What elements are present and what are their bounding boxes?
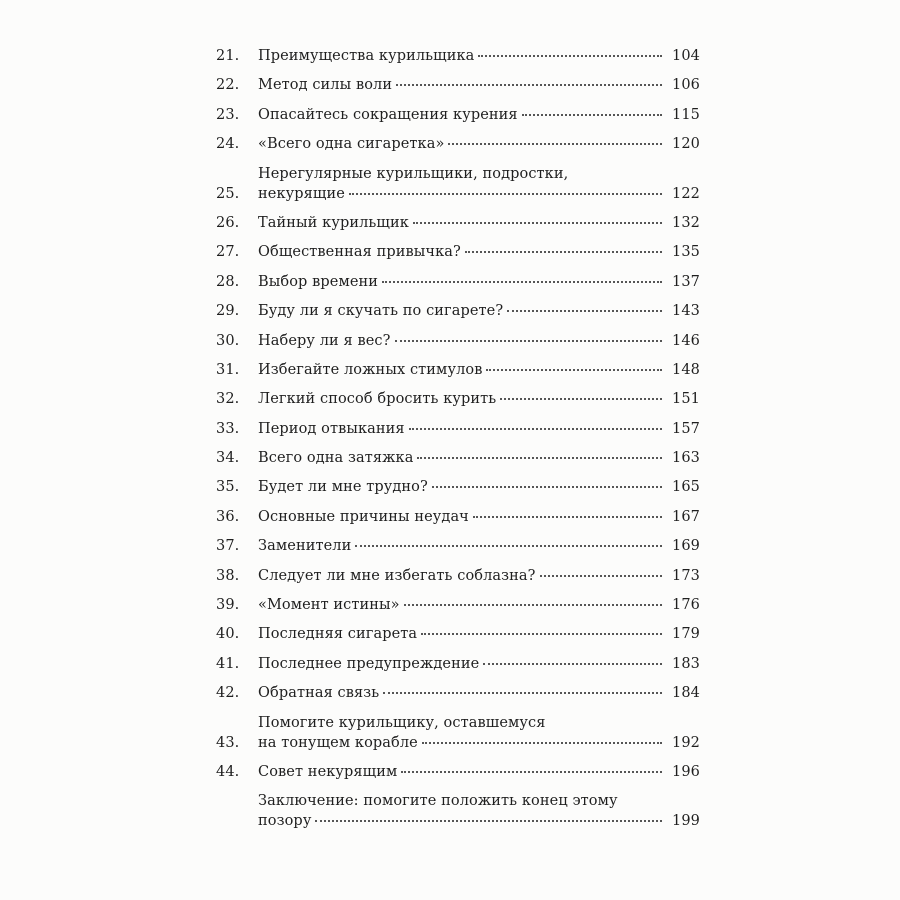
chapter-title: Заключение: помогите положить конец этому bbox=[258, 793, 618, 810]
chapter-title: Последнее предупреждение bbox=[258, 655, 480, 672]
page-number: 157 bbox=[672, 420, 700, 437]
entry-line bbox=[258, 713, 700, 733]
chapter-title: Опасайтесь сокращения курения bbox=[258, 106, 518, 123]
chapter-title: Буду ли я скучать по сигарете? bbox=[258, 303, 504, 320]
page-number: 184 bbox=[672, 685, 700, 702]
toc-entry bbox=[216, 477, 700, 497]
entry-line bbox=[258, 595, 700, 615]
page-number: 192 bbox=[672, 734, 700, 751]
entry-line bbox=[258, 477, 700, 497]
chapter-title: Будет ли мне трудно? bbox=[258, 479, 428, 496]
dot-leader bbox=[382, 280, 662, 283]
page-number: 199 bbox=[672, 813, 700, 830]
page-number: 122 bbox=[672, 185, 700, 202]
entry-body bbox=[258, 46, 700, 66]
toc-entry bbox=[216, 683, 700, 703]
chapter-number: 29. bbox=[216, 303, 240, 320]
dot-leader bbox=[417, 456, 662, 459]
toc-entry bbox=[216, 624, 700, 644]
page-number: 132 bbox=[672, 214, 700, 231]
chapter-number: 38. bbox=[216, 567, 240, 584]
entry-line bbox=[258, 389, 700, 409]
chapter-number: 35. bbox=[216, 479, 240, 496]
chapter-number: 42. bbox=[216, 685, 240, 702]
dot-leader bbox=[540, 574, 662, 577]
entry-body bbox=[258, 713, 700, 753]
entry-body bbox=[258, 75, 700, 95]
toc-entry bbox=[216, 713, 700, 753]
entry-body bbox=[258, 762, 700, 782]
dot-leader bbox=[432, 485, 662, 488]
dot-leader bbox=[401, 770, 662, 773]
entry-body bbox=[258, 536, 700, 556]
chapter-number: 21. bbox=[216, 48, 240, 64]
chapter-number: 31. bbox=[216, 361, 240, 378]
chapter-title: Избегайте ложных стимулов bbox=[258, 361, 483, 378]
entry-line bbox=[258, 331, 700, 351]
entry-line bbox=[258, 46, 700, 66]
entry-body bbox=[258, 164, 700, 204]
toc-entry bbox=[216, 507, 700, 527]
toc-entry bbox=[216, 448, 700, 468]
entry-body bbox=[258, 566, 700, 586]
chapter-title: Заменители bbox=[258, 538, 352, 555]
chapter-number: 39. bbox=[216, 597, 240, 614]
entry-body bbox=[258, 791, 700, 831]
entry-body bbox=[258, 419, 700, 439]
toc-entry bbox=[216, 331, 700, 351]
entry-line bbox=[258, 791, 700, 811]
table-of-contents bbox=[216, 46, 700, 841]
chapter-number: 43. bbox=[216, 734, 240, 751]
toc-entry bbox=[216, 566, 700, 586]
dot-leader bbox=[486, 368, 662, 371]
chapter-title: Метод силы воли bbox=[258, 77, 393, 94]
chapter-title: «Момент истины» bbox=[258, 597, 400, 614]
toc-entry bbox=[216, 75, 700, 95]
entry-line bbox=[258, 184, 700, 204]
toc-entry bbox=[216, 134, 700, 154]
chapter-number: 23. bbox=[216, 106, 240, 123]
dot-leader bbox=[465, 250, 662, 253]
entry-body bbox=[258, 213, 700, 233]
toc-entry bbox=[216, 536, 700, 556]
page-number: 179 bbox=[672, 626, 700, 643]
chapter-title: Выбор времени bbox=[258, 273, 379, 290]
entry-line bbox=[258, 272, 700, 292]
page-number: 183 bbox=[672, 655, 700, 672]
dot-leader bbox=[409, 427, 662, 430]
chapter-title: Преимущества курильщика bbox=[258, 48, 475, 64]
page-number: 163 bbox=[672, 450, 700, 467]
chapter-number: 33. bbox=[216, 420, 240, 437]
page-number: 135 bbox=[672, 244, 700, 261]
chapter-title: Основные причины неудач bbox=[258, 508, 469, 525]
dot-leader bbox=[383, 691, 662, 694]
toc-entry bbox=[216, 164, 700, 204]
entry-line bbox=[258, 566, 700, 586]
entry-body bbox=[258, 360, 700, 380]
page-number: 115 bbox=[672, 106, 700, 123]
entry-line bbox=[258, 654, 700, 674]
chapter-number: 44. bbox=[216, 763, 240, 780]
chapter-number: 36. bbox=[216, 508, 240, 525]
entry-line bbox=[258, 75, 700, 95]
dot-leader bbox=[404, 603, 662, 606]
entry-line bbox=[258, 683, 700, 703]
entry-line bbox=[258, 213, 700, 233]
chapter-title: Последняя сигарета bbox=[258, 626, 418, 643]
dot-leader bbox=[478, 54, 662, 57]
entry-line bbox=[258, 419, 700, 439]
entry-line bbox=[258, 242, 700, 262]
chapter-title: Наберу ли я вес? bbox=[258, 332, 391, 349]
entry-body bbox=[258, 595, 700, 615]
entry-body bbox=[258, 301, 700, 321]
dot-leader bbox=[413, 221, 662, 224]
dot-leader bbox=[396, 83, 662, 86]
entry-body bbox=[258, 477, 700, 497]
chapter-title: некурящие bbox=[258, 185, 345, 202]
chapter-title: на тонущем корабле bbox=[258, 734, 418, 751]
entry-body bbox=[258, 331, 700, 351]
toc-entry bbox=[216, 791, 700, 831]
dot-leader bbox=[422, 741, 662, 744]
chapter-title: «Всего одна сигаретка» bbox=[258, 136, 445, 153]
entry-body bbox=[258, 389, 700, 409]
toc-entry bbox=[216, 762, 700, 782]
toc-entry bbox=[216, 389, 700, 409]
chapter-number: 40. bbox=[216, 626, 240, 643]
chapter-title: Тайный курильщик bbox=[258, 214, 409, 231]
page-number: 146 bbox=[672, 332, 700, 349]
toc-entry bbox=[216, 419, 700, 439]
entry-body bbox=[258, 134, 700, 154]
page-number: 148 bbox=[672, 361, 700, 378]
entry-line bbox=[258, 762, 700, 782]
entry-line bbox=[258, 105, 700, 125]
toc-entry bbox=[216, 242, 700, 262]
entry-body bbox=[258, 105, 700, 125]
entry-line bbox=[258, 164, 700, 184]
chapter-title: Легкий способ бросить курить bbox=[258, 391, 497, 408]
chapter-number: 32. bbox=[216, 391, 240, 408]
dot-leader bbox=[395, 339, 662, 342]
entry-body bbox=[258, 624, 700, 644]
dot-leader bbox=[448, 142, 662, 145]
page-number: 151 bbox=[672, 391, 700, 408]
chapter-number: 34. bbox=[216, 450, 240, 467]
entry-body bbox=[258, 448, 700, 468]
entry-body bbox=[258, 507, 700, 527]
page-number: 196 bbox=[672, 763, 700, 780]
toc-entry bbox=[216, 360, 700, 380]
entry-line bbox=[258, 507, 700, 527]
entry-line bbox=[258, 624, 700, 644]
chapter-number: 26. bbox=[216, 214, 240, 231]
page-number: 106 bbox=[672, 77, 700, 94]
page-number: 143 bbox=[672, 303, 700, 320]
entry-line bbox=[258, 811, 700, 831]
chapter-title: Общественная привычка? bbox=[258, 244, 461, 261]
chapter-number: 24. bbox=[216, 136, 240, 153]
chapter-number: 37. bbox=[216, 538, 240, 555]
toc-entry bbox=[216, 272, 700, 292]
toc-entry bbox=[216, 301, 700, 321]
page-number: 176 bbox=[672, 597, 700, 614]
dot-leader bbox=[522, 113, 662, 116]
page-number: 120 bbox=[672, 136, 700, 153]
dot-leader bbox=[349, 192, 662, 195]
chapter-number: 22. bbox=[216, 77, 240, 94]
chapter-number: 41. bbox=[216, 655, 240, 672]
entry-body bbox=[258, 683, 700, 703]
entry-line bbox=[258, 360, 700, 380]
toc-entry bbox=[216, 213, 700, 233]
chapter-number: 28. bbox=[216, 273, 240, 290]
dot-leader bbox=[483, 662, 662, 665]
dot-leader bbox=[507, 309, 662, 312]
dot-leader bbox=[473, 515, 662, 518]
entry-line bbox=[258, 536, 700, 556]
entry-line bbox=[258, 134, 700, 154]
toc-entry bbox=[216, 46, 700, 66]
toc-entry bbox=[216, 105, 700, 125]
entry-body bbox=[258, 654, 700, 674]
chapter-title: Обратная связь bbox=[258, 685, 380, 702]
chapter-number: 30. bbox=[216, 332, 240, 349]
chapter-number: 27. bbox=[216, 244, 240, 261]
page-number: 137 bbox=[672, 273, 700, 290]
chapter-title: Следует ли мне избегать соблазна? bbox=[258, 567, 536, 584]
chapter-title: Совет некурящим bbox=[258, 763, 398, 780]
entry-line bbox=[258, 301, 700, 321]
entry-line bbox=[258, 733, 700, 753]
chapter-title: Период отвыкания bbox=[258, 420, 405, 437]
dot-leader bbox=[315, 819, 662, 822]
page-number: 169 bbox=[672, 538, 700, 555]
chapter-title: позору bbox=[258, 813, 312, 830]
chapter-title: Помогите курильщику, оставшемуся bbox=[258, 714, 546, 731]
page-number: 173 bbox=[672, 567, 700, 584]
page-number: 167 bbox=[672, 508, 700, 525]
entry-line bbox=[258, 448, 700, 468]
dot-leader bbox=[355, 544, 662, 547]
page-number: 165 bbox=[672, 479, 700, 496]
dot-leader bbox=[500, 397, 662, 400]
entry-body bbox=[258, 272, 700, 292]
entry-body bbox=[258, 242, 700, 262]
page-number: 104 bbox=[672, 48, 700, 64]
dot-leader bbox=[421, 632, 662, 635]
chapter-title: Нерегулярные курильщики, подростки, bbox=[258, 165, 569, 182]
chapter-number: 25. bbox=[216, 185, 240, 202]
chapter-title: Всего одна затяжка bbox=[258, 450, 414, 467]
toc-entry bbox=[216, 595, 700, 615]
toc-entry bbox=[216, 654, 700, 674]
